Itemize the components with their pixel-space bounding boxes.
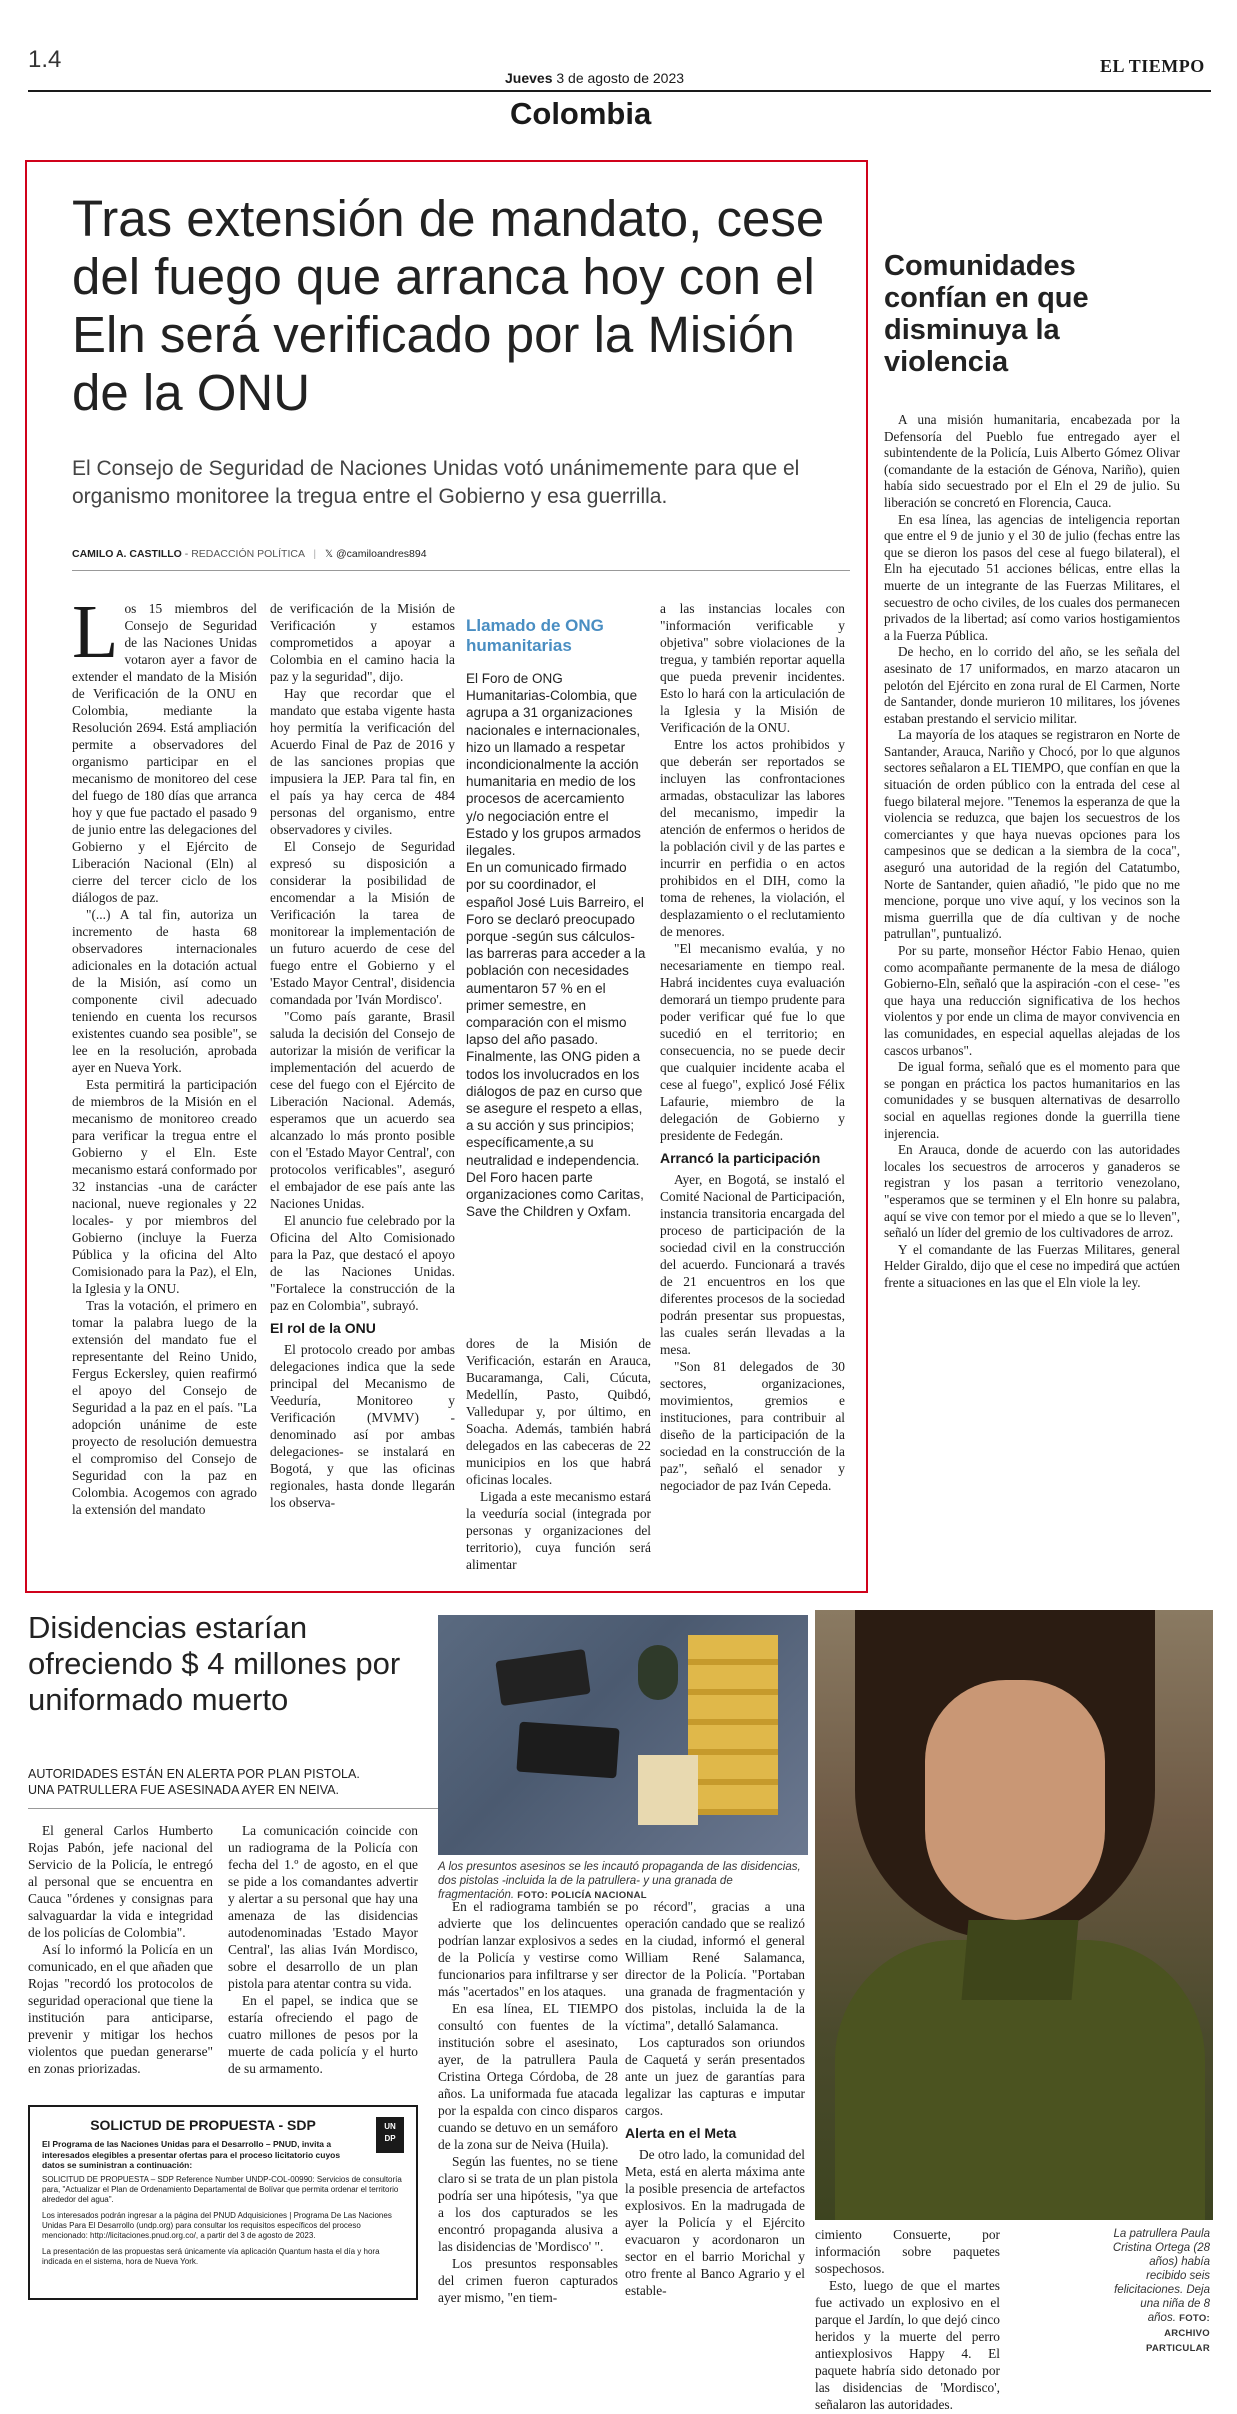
page-number: 1.4 [28,46,62,73]
bottom-col1-p1: El general Carlos Humberto Rojas Pabón, jefe nacional del Servicio de la Policía, le entregó al personal que se encuentra en Cauca "órdenes y consignas para salvaguardar la vida e integridad de los policías de Colombia". [28,1823,213,1940]
bottom-col4-p3: De otro lado, la comunidad del Meta, está en alerta máxima ante la posible presencia de artefactos explosivos. En la madrugada de ayer la Policía y el Ejército evacuaron y acordonaron un sector en el barrio Morichal y otro frente al Banco Agrario y el estable- [625,2147,805,2298]
bottom-col-4 [625,1898,805,2299]
pamphlet-image [688,1635,778,1815]
side-p3: De hecho, en lo corrido del año, se les señala del asesinato de 17 uniformados, en marzo atacaron un pelotón del Ejército en zona rural de El Carmen, Norte de Santander, donde murieron 10 militares, los jóvenes estaban prestando el servicio militar. [884,644,1180,726]
bottom-lead-1: AUTORIDADES ESTÁN EN ALERTA POR PLAN PISTOLA. [28,1767,360,1781]
main-lead: El Consejo de Seguridad de Naciones Unidas votó unánimemente para que el organismo monitoree la tregua entre el Gobierno y esa guerrilla. [72,457,800,508]
grenade-image [638,1645,678,1700]
bottom-col4-subhead: Alerta en el Meta [625,2125,737,2141]
side-p5: Por su parte, monseñor Héctor Fabio Henao, quien como acompañante permanente de la mesa de diálogo Gobierno-Eln, señaló que la aspiración -con el cese- "es que haya una reducción significativa de los hechos violentos y por ende un clima de mayor convivencia en las comunidades, en especial aquellas alejadas de los cascos urbanos". [884,943,1180,1058]
bottom-lead [28,1766,438,1798]
pistol-image [495,1649,590,1706]
main-col4-p3: "El mecanismo evalúa, y no necesariamente en tiempo real. Habrá incidentes cuya evaluación demorará un tiempo prudente para poder verificar qué fue lo que sucedió en el territorio; en consecuencia, no se puede decir que cualquier incidente acaba el cese al fuego", explicó José Félix Lafaurie, miembro de la delegación de Gobierno y presidente de Fedegán. [660,941,845,1143]
bottom-col2-p1: La comunicación coincide con un radiograma de la Policía con fecha del 1.º de agosto, en el que se pide a los comandantes advertir y alertar a su personal que hay una amenaza de las disidencias autodenominadas 'Estado Mayor Central', las alias Iván Mordisco, sobre el desarrollo de un plan pistola para atentar contra su vida. [228,1823,418,1991]
bottom-col5-p1: cimiento Consuerte, por información sobre paquetes sospechosos. [815,2227,1000,2276]
byline-rule [72,570,850,571]
main-col1-p4: Tras la votación, el primero en tomar la palabra luego de la extensión del mandato fue el representante del Reino Unido, Fergus Eckersley, quien reafirmó el apoyo del Consejo de Seguridad a la paz en el país. "La adopción unánime de este proyecto de resolución demuestra el compromiso del Consejo de Seguridad con la paz en Colombia. Acogemos con agrado la extensión del mandato [72,1298,257,1517]
portrait-caption-text: La patrullera Paula Cristina Ortega (28 años) había recibido seis felicitaciones. Deja una niña de 8 años. [1112,2228,1210,2324]
main-col-1 [72,590,257,1518]
bottom-lead-2: UNA PATRULLERA FUE ASESINADA AYER EN NEIVA. [28,1783,339,1797]
bottom-col3-p3: Según las fuentes, no se tiene claro si se trata de un plan pistola podría ser una hipótesis, "ya que a los dos capturados se les encontró propaganda alusiva a las disidencias de 'Mordisco' ". [438,2154,618,2254]
main-col4-subhead: Arrancó la participación [660,1150,821,1166]
main-col3-p2: Ligada a este mecanismo estará la veeduría social (integrada por personas y organizaciones del territorio), cuya función será alimentar [466,1489,651,1572]
officer-portrait-photo [815,1610,1213,2220]
main-col1-p3: Esta permitirá la participación de miembros de la Misión en el mecanismo de monitoreo creado para verificar la tregua entre el Gobierno y el Eln. Este mecanismo estará conformado por 32 instancias -una de carácter nacional, nueve regionales y 22 locales- y por miembros del Gobierno (incluye la Fuerza Pública y la oficina del Alto Comisionado para la Paz), el Eln, la Iglesia y la ONU. [72,1077,257,1296]
main-col2-p6: El protocolo creado por ambas delegaciones indica que la sede principal del Mecanismo de Veeduría, Monitoreo y Verificación (MVMV) -denominado así por ambas delegaciones- se instalará en Bogotá, y que las oficinas regionales, hasta donde llegarán los observa- [270,1342,455,1510]
sidebar-text: El Foro de ONG Humanitarias-Colombia, que agrupa a 31 organizaciones nacionales e internacionales, hizo un llamado a respetar incondicionalmente la acción humanitaria en medio de los procesos de acercamiento y/o negociación entre el Estado y los grupos armados ilegales. En un comunicado firmado por su coordinador, el español José Luis Barreiro, el Foro se declaró preocupado porque -según sus cálculos- las barreras para acceder a la población con necesidades aumentaron 57 % en el primer semestre, en comparación con el mismo lapso del año pasado. Finalmente, las ONG piden a todos los involucrados en los diálogos de paz en curso que se asegure el respeto a ellas, a su acción y sus principios; específicamente,a su neutralidad e independencia. Del Foro hacen parte organizaciones como Caritas, Save the Children y Oxfam. [466,671,646,1220]
pamphlet-image [638,1755,698,1825]
main-col4-p2: Entre los actos prohibidos y que deberán ser reportados se incluyen las confrontaciones armadas, obstaculizar las labores del mecanismo, impedir la atención de enfermos o heridos de la población civil y de las partes e incurrir en perfidia o en actos prohibidos en el DIH, como la toma de rehenes, la violación, el desplazamiento o el reclutamiento de menores. [660,737,845,939]
twitter-handle: @camiloandres894 [335,548,427,560]
byline [72,548,427,560]
bottom-col-3 [438,1898,618,2306]
main-col2-p1: de verificación de la Misión de Verificación y estamos comprometidos a apoyar a Colombia en el camino hacia la paz y la seguridad", dijo. [270,601,455,684]
bottom-col1-p2: Así lo informó la Policía en un comunicado, en el que añaden que Rojas "recordó los protocolos de seguridad operacional que tiene la institución para anticiparse, prevenir y mitigar los hechos violentos que puedan generarse" en zonas priorizadas. [28,1942,213,2076]
main-col2-p2: Hay que recordar que el mandato que estaba vigente hasta hoy permitía la verificación del Acuerdo Final de Paz de 2016 y de las sanciones propias que impusiera la JEP. Para tal fin, en el país ya hay cerca de 484 personas del organismo, entre observadores y civiles. [270,686,455,837]
bottom-col-5 [815,2226,1000,2413]
ad-line-3: Los interesados podrán ingresar a la página del PNUD Adquisiciones | Programa De Las Naciones Unidas Para El Desarrollo (undp.org) para consultar los requisitos específicos del proceso mencionado: http://licitaciones.pnud.org.co/, a partir del 3 de agosto de 2023. [42,2210,392,2240]
bottom-lead-rule [28,1808,438,1809]
ngo-sidebar [466,616,646,1221]
main-col2-p4: "Como país garante, Brasil saluda la decisión del Consejo de autorizar la misión de verificar la implementación del acuerdo de cese del fuego con el Ejército de Liberación Nacional. Además, esperamos que un acuerdo sea alcanzado lo más pronto posible con el 'Estado Mayor Central', con protocolos verificables", aseguró el embajador de ese país ante las Naciones Unidas. [270,1009,455,1211]
bottom-col2-p2: En el papel, se indica que se estaría ofreciendo el pago de cuatro millones de pesos por la muerte de cada policía y el hurto de su armamento. [228,1993,418,2076]
weapons-photo-credit: FOTO: POLICÍA NACIONAL [517,1890,647,1901]
main-headline: Tras extensión de mandato, cese del fuego que arranca hoy con el Eln será verificado por la Misión de la ONU [72,190,825,421]
side-p6: De igual forma, señaló que es el momento para que se pongan en práctica los pactos humanitarios en las comunidades y se busquen alternativas de desarrollo social en aquellas regiones donde la guerrilla tiene injerencia. [884,1059,1180,1141]
side-p8: Y el comandante de las Fuerzas Militares, general Helder Giraldo, dijo que el cese no impedirá que actúen frente a situaciones en las que el Eln viole la ley. [884,1241,1180,1290]
uniform-collar [962,1920,1079,2000]
procurement-ad-box [28,2105,418,2300]
portrait-caption [1110,2227,1210,2356]
main-col4-p5: "Son 81 delegados de 30 sectores, organizaciones, movimientos, gremios e instituciones, para contribuir al diseño de la participación de la sociedad en la construcción de la paz", señaló el senador y negociador de paz Iván Cepeda. [660,1359,845,1493]
bottom-col4-p2: Los capturados son oriundos de Caquetá y serán presentados ante un juez de garantías para legalizar las capturas e imputar cargos. [625,2035,805,2118]
side-headline: Comunidades confían en que disminuya la violencia [884,250,1089,378]
side-p7: En Arauca, donde de acuerdo con las autoridades locales los secuestros de arroceros y ganaderos se registran y los pasan a territorio venezolano, "esperamos que se terminen y el Eln honre su palabra, aquí se vive con temor por el miedo a que se lo lleven", señaló un líder del gremio de los cultivadores de arroz. [884,1142,1180,1241]
main-col-4 [660,600,845,1494]
date-line [505,70,684,86]
main-col2-subhead: El rol de la ONU [270,1320,376,1336]
portrait-photo-credit: FOTO: ARCHIVO PARTICULAR [1145,2313,1210,2354]
main-col-2 [270,600,455,1511]
side-p4: La mayoría de los ataques se registraron en Norte de Santander, Arauca, Nariño y Chocó, por lo que algunos sectores señalaron a EL TIEMPO, que confían en que la situación de orden público con la entrada del cese al fuego bilateral mejore. "Tenemos la esperanza de que la violencia se reduzca, que bajen los secuestros de los comerciantes y que haya nuevas opciones para los campesinos que se dedican a la siembra de la coca", aseguró una autoridad de la región del Catatumbo, Norte de Santander, quien añadió, "le pido que no me mencione, porque uno vive aquí, y los vecinos son la misma guerrilla que de día cultivan y de noche patrullan", puntualizó. [884,727,1180,942]
ad-title: SOLICTUD DE PROPUESTA - SDP [90,2117,316,2133]
bottom-col4-p1: po récord", gracias a una operación candado que se realizó en la ciudad, informó el general William René Salamanca, director de la Policía. "Portaban una granada de fragmentación y dos pistolas, incluida la de la víctima", detalló Salamanca. [625,1899,805,2033]
section-title: Colombia [510,96,652,131]
bottom-col3-p1: En el radiograma también se advierte que los delincuentes podrían lanzar explosivos a sedes de la Policía y vestirse como funcionarios para infiltrarse y ser más "acertados" en los ataques. [438,1899,618,1999]
main-col-3 [466,1335,651,1573]
main-col4-p4: Ayer, en Bogotá, se instaló el Comité Nacional de Participación, instancia transitoria encargada del proceso de participación de la sociedad civil en la construcción del acuerdo. Funcionará a través de 21 encuentros en los que diferentes procesos de la sociedad podrán presentar sus propuestas, las cuales serán llevadas a la mesa. [660,1172,845,1357]
weapons-caption [438,1860,808,1903]
newspaper-name: EL TIEMPO [1100,56,1205,76]
bottom-headline: Disidencias estarían ofreciendo $ 4 millones por uniformado muerto [28,1610,401,1717]
bottom-col-1 [28,1822,213,2077]
bottom-col3-p2: En esa línea, EL TIEMPO consultó con fuentes de la institución sobre el asesinato, ayer, de la patrullera Paula Cristina Ortega Córdoba, de 28 años. La uniformada fue atacada por la espalda con cinco disparos cuando se detuvo en un semáforo de la zona sur de Neiva (Huila). [438,2001,618,2152]
header-rule [28,90,1211,92]
bottom-col-2 [228,1822,418,2077]
main-col4-p1: a las instancias locales con "información verificable y objetiva" sobre violaciones de la tregua, y también reportar aquella que pueda prevenir incidentes. Esto lo hará con la articulación de la Iglesia y la Misión de Verificación de la ONU. [660,601,845,735]
sidebar-title: Llamado de ONG humanitarias [466,616,604,655]
main-col3-p1: dores de la Misión de Verificación, estarán en Arauca, Bucaramanga, Cali, Cúcuta, Medellín, Pasto, Quibdó, Valledupar y, por último, en Soacha. Además, también habrá delegados en las cabeceras de 22 municipios en los que habrá oficinas locales. [466,1336,651,1487]
pistol-image [516,1722,619,1779]
undp-logo: UN DP [376,2117,404,2153]
ad-line-4: La presentación de las propuestas será únicamente vía aplicación Quantum hasta el día y hora indicada en el sistema, hora de Nueva York. [42,2246,380,2266]
dropcap: L [72,590,119,674]
main-col1-p2: "(...) A tal fin, autoriza un incremento de hasta 68 observadores internacionales adicionales en la dotación actual de la Misión, así como un componente civil adecuado teniendo en cuenta los recursos existentes cuando sea posible", se lee en la resolución, aprobada ayer en Nueva York. [72,907,257,1075]
side-p2: En esa línea, las agencias de inteligencia reportan que entre el 9 de junio y el 30 de julio (fechas entre las que se dieron los pasos del cese al fuego bilateral), el Eln ha ejecutado 51 acciones bélicas, entre ellas la muerte de un integrante de las Fuerzas Militares, el secuestro de ocho civiles, de los cuales dos permanecen privados de la libertad; así como varios hostigamientos a la Fuerza Pública. [884,511,1180,643]
weapons-photo [438,1615,808,1855]
bottom-col3-p4: Los presuntos responsables del crimen fueron capturados ayer mismo, "en tiem- [438,2256,618,2305]
date-rest: 3 de agosto de 2023 [556,70,685,86]
byline-name: CAMILO A. CASTILLO [72,548,182,560]
main-col2-p5: El anuncio fue celebrado por la Oficina del Alto Comisionado para la Paz, que destacó el apoyo de las Naciones Unidas. "Fortalece la construcción de la paz en Colombia", subrayó. [270,1213,455,1313]
main-col2-p3: El Consejo de Seguridad expresó su disposición a considerar la posibilidad de encomendar a la Misión de Verificación la tarea de monitorear la implementación de un futuro acuerdo de cese del fuego entre el Gobierno y el 'Estado Mayor Central', disidencia comandada por 'Iván Mordisco'. [270,839,455,1007]
bottom-col5-p2: Esto, luego de que el martes fue activado un explosivo en el parque el Jardín, lo que dejó cinco heridos y la muerte del perro antiexplosivos Happy 4. El paquete habría sido detonado por las disidencias de 'Mordisco', señalaron las autoridades. [815,2278,1000,2412]
byline-role: - REDACCIÓN POLÍTICA [184,548,305,560]
side-p1: A una misión humanitaria, encabezada por la Defensoría del Pueblo fue entregado ayer el subintendente de la Policía, Luis Alberto Gómez Olivar (comandante de la estación de Génova, Nariño), quien había sido secuestrado por el Eln el 29 de julio. Su liberación se concretó en Florencia, Cauca. [884,412,1180,510]
side-body [884,412,1180,1291]
weapons-caption-text: A los presuntos asesinos se les incautó propaganda de las disidencias, dos pistolas -incluida la de la patrullera- y una granada de fragmentación. [438,1861,801,1901]
main-col1-p1: os 15 miembros del Consejo de Seguridad de las Naciones Unidas votaron ayer a favor de extender el mandato de la Misión de Verificación de la ONU en Colombia, mediante la Resolución 2694. Está ampliación permite a observadores del organismo participar en el mecanismo de monitoreo del cese del fuego de 180 días que arranca hoy y que fue pactado el pasado 9 de junio entre las delegaciones del Gobierno y el Ejército de Liberación Nacional (Eln) al cierre del tercer ciclo de los diálogos de paz. [72,601,257,905]
ad-line-1: El Programa de las Naciones Unidas para el Desarrollo – PNUD, invita a interesados elegibles a presentar ofertas para el proceso licitatorio cuyos datos se suministran a continuación: [42,2139,341,2170]
ad-line-2: SOLICITUD DE PROPUESTA – SDP Reference Number UNDP-COL-00990: Servicios de consultoría para, "Actualizar el Plan de Ordenamiento Departamental de Bolívar que permita ordenar el territorio alrededor del agua". [42,2174,402,2204]
face-shape [925,1680,1105,1920]
byline-divider: | [313,548,317,560]
twitter-icon: 𝕏 [324,549,334,560]
date-day: Jueves [505,70,553,86]
